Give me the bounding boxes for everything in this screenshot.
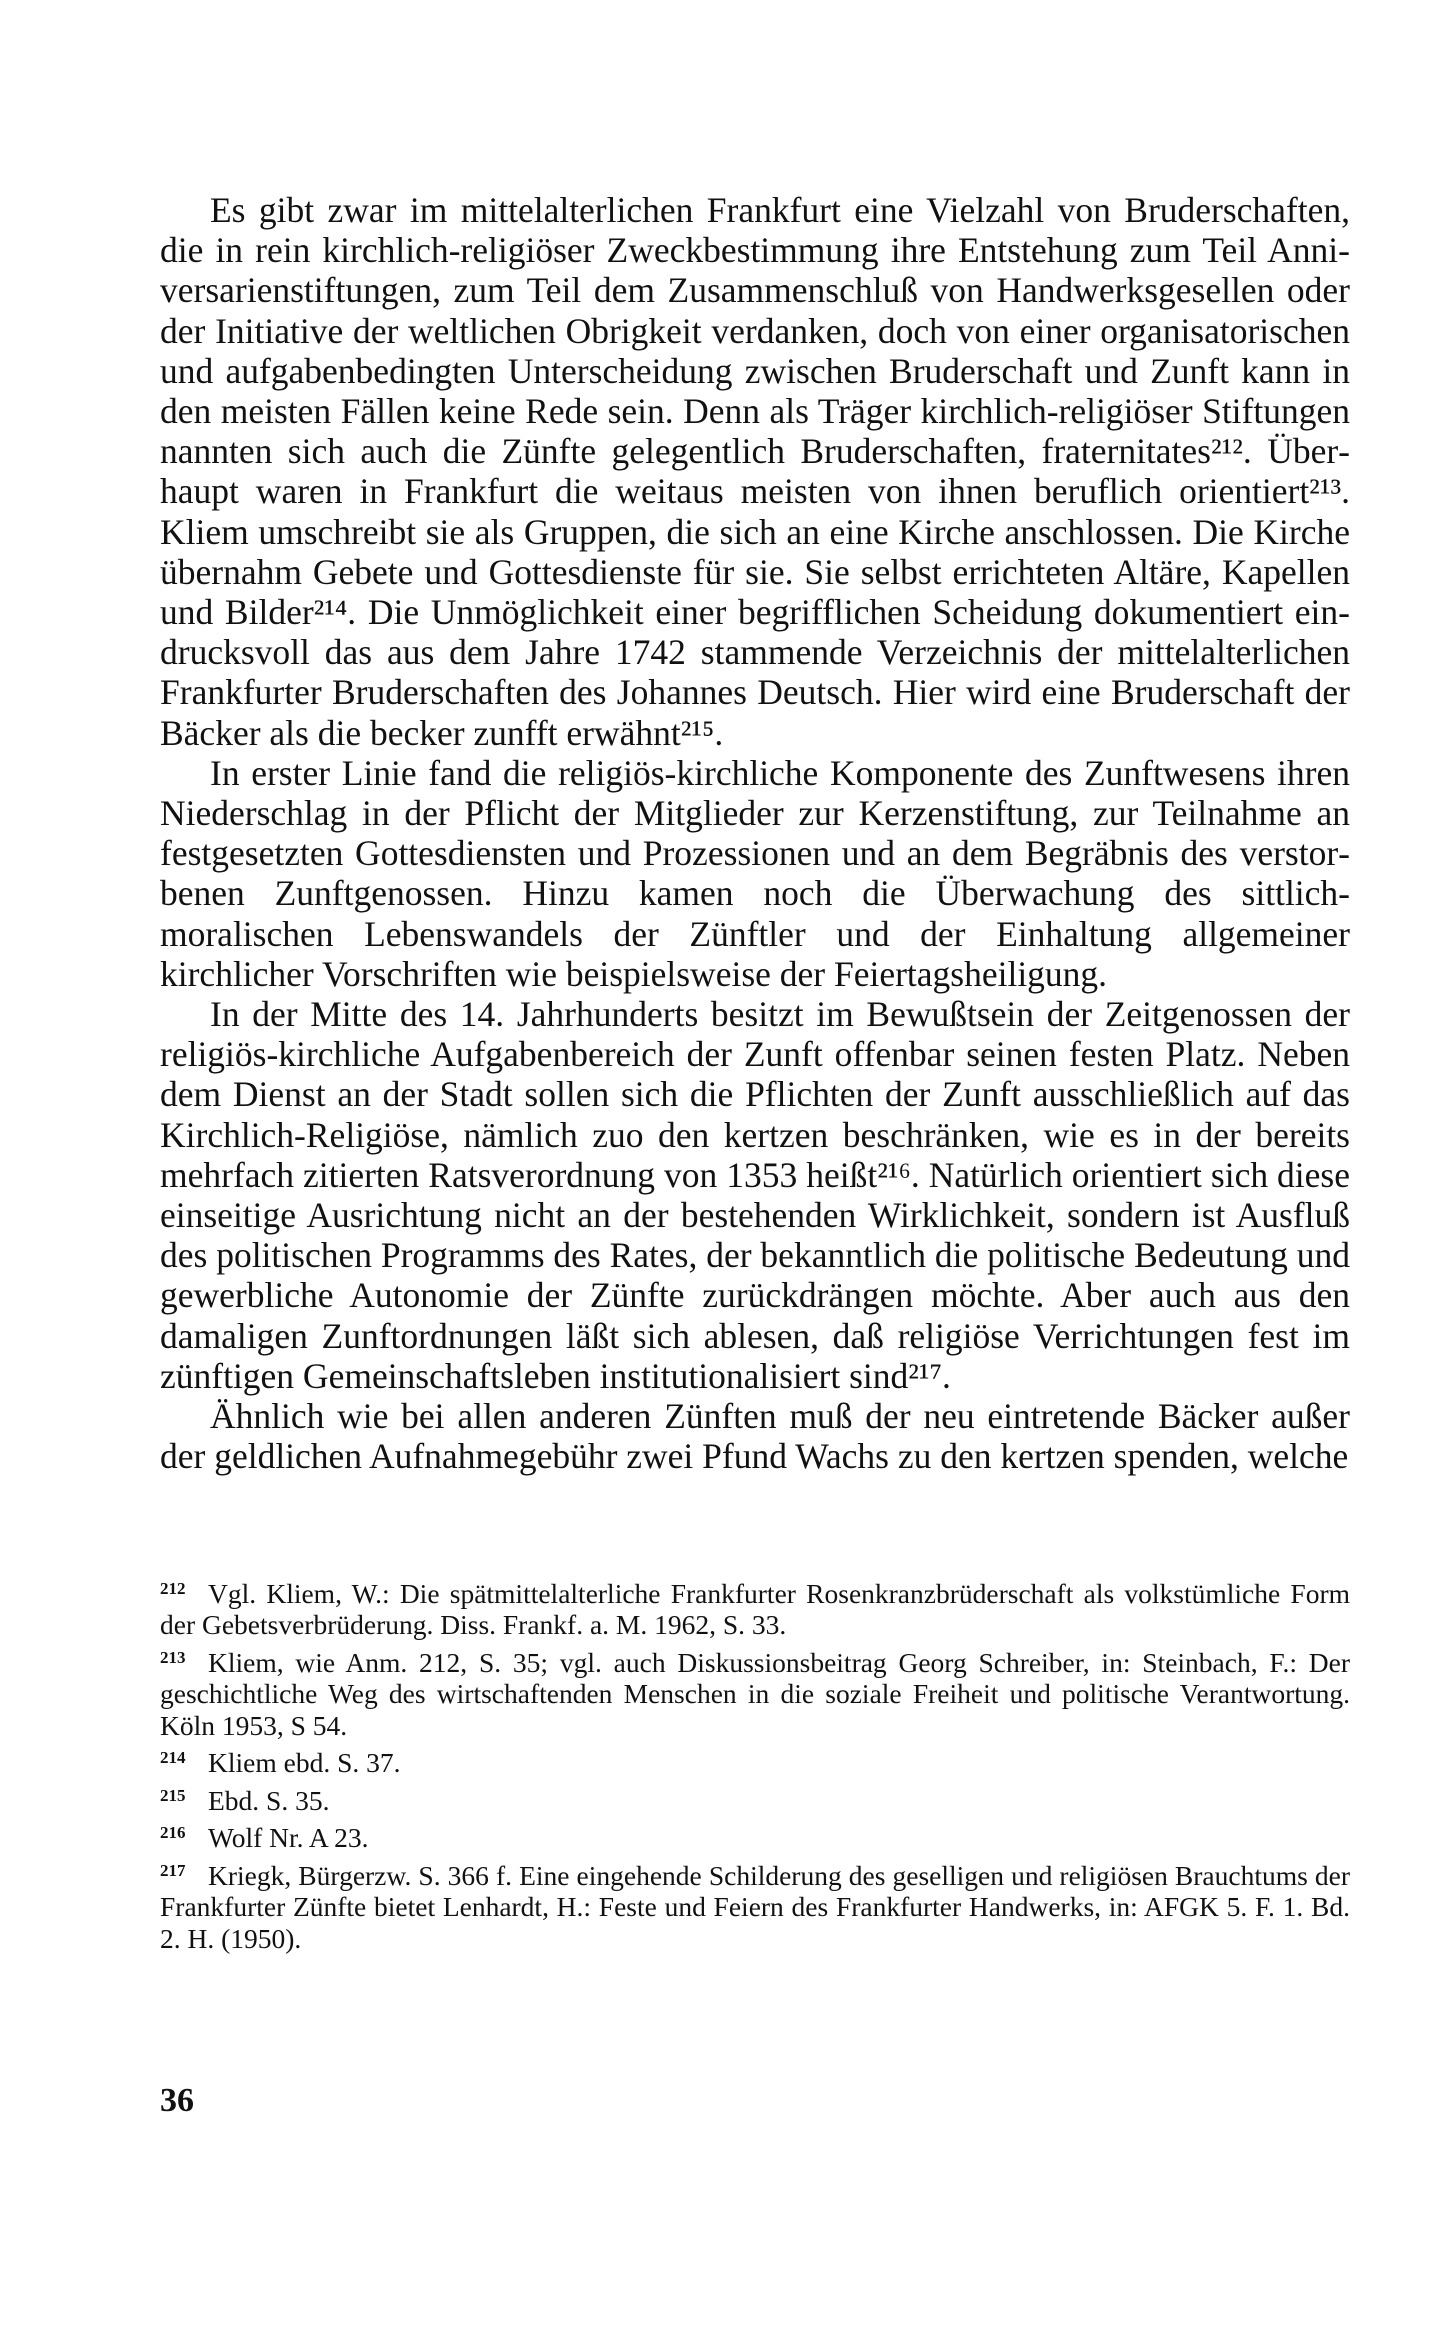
footnote-number: 213 [160, 1647, 186, 1667]
footnote-text: Kriegk, Bürgerzw. S. 366 f. Eine eingehende Schilderung des geselligen und religiösen Brauchtums der Frankfurter Zünfte bietet Lenhardt, H.: Feste und Feiern des Frankfurter Handwerks, in: AFGK 5. F. 1. Bd. 2. H. (1950). [160, 1859, 1350, 1954]
paragraph-2: In erster Linie fand die religiös-kirchliche Komponente des Zunftwesens ihren Niederschlag in der Pflicht der Mitglieder zur Kerzenstiftung, zur Teilnahme an festgesetzten Gottesdiensten und Prozessionen und an dem Begräbnis des verstorbenen Zunftgenossen. Hinzu kamen noch die Überwachung des sittlich-moralischen Lebenswandels der Zünftler und der Einhaltung allgemeiner kirchlicher Vorschriften wie beispielsweise der Feiertagsheiligung. [160, 752, 1350, 994]
footnote-number: 217 [160, 1860, 186, 1880]
page-number: 36 [160, 2082, 194, 2119]
paragraph-1: Es gibt zwar im mittelalterlichen Frankfurt eine Vielzahl von Bruderschaften, die in rein kirchlich-religiöser Zweckbestimmung ihre Entstehung zum Teil Anniversarienstiftungen, zum Teil dem Zusammenschluß von Handwerksgesellen oder der Initiative der weltlichen Obrigkeit verdanken, doch von einer organisatorischen und aufgabenbedingten Unterscheidung zwischen Bruderschaft und Zunft kann in den meisten Fällen keine Rede sein. Denn als Träger kirchlich-religiöser Stiftungen nannten sich auch die Zünfte gelegentlich Bruderschaften, fraternitates²¹². Überhaupt waren in Frankfurt die weitaus meisten von ihnen beruflich orientiert²¹³. Kliem umschreibt sie als Gruppen, die sich an eine Kirche anschlossen. Die Kirche übernahm Gebete und Gottesdienste für sie. Sie selbst errichteten Altäre, Kapellen und Bilder²¹⁴. Die Unmöglichkeit einer begrifflichen Scheidung dokumentiert eindrucksvoll das aus dem Jahre 1742 stammende Verzeichnis der mittelalterlichen Frankfurter Bruderschaften des Johannes Deutsch. Hier wird eine Bruderschaft der Bäcker als die becker zunfft erwähnt²¹⁵. [160, 190, 1350, 753]
footnote-number: 214 [160, 1748, 186, 1767]
footnote-number: 215 [160, 1785, 186, 1805]
footnote-text: Kliem, wie Anm. 212, S. 35; vgl. auch Diskussionsbeitrag Georg Schreiber, in: Steinbach, F.: Der geschichtliche Weg des wirtschaftenden Menschen in die soziale Freiheit und politische Verantwortung. Köln 1953, S 54. [160, 1646, 1350, 1741]
footnote-217 [160, 1855, 1350, 1955]
footnote-text: Kliem ebd. S. 37. [208, 1747, 401, 1778]
paragraph-4: Ähnlich wie bei allen anderen Zünften muß der neu eintretende Bäcker außer der geldlichen Aufnahmegebühr zwei Pfund Wachs zu den kertzen spenden, welche [160, 1396, 1350, 1477]
footnote-text: Vgl. Kliem, W.: Die spätmittelalterliche Frankfurter Rosenkranzbrüderschaft als volkstümliche Form der Gebetsverbrüderung. Diss. Frankf. a. M. 1962, S. 33. [160, 1577, 1350, 1640]
footnote-number: 216 [160, 1823, 186, 1842]
footnote-215 [160, 1780, 1350, 1817]
footnote-text: Wolf Nr. A 23. [208, 1822, 369, 1853]
page-content [160, 190, 1350, 1955]
footnote-212 [160, 1573, 1350, 1641]
footnote-number: 212 [160, 1578, 186, 1598]
footnote-text: Ebd. S. 35. [208, 1784, 330, 1816]
footnotes [160, 1573, 1350, 1955]
paragraph-3: In der Mitte des 14. Jahrhunderts besitzt im Bewußtsein der Zeitgenossen der religiös-kirchliche Aufgabenbereich der Zunft offenbar seinen festen Platz. Neben dem Dienst an der Stadt sollen sich die Pflichten der Zunft ausschließlich auf das Kirchlich-Religiöse, nämlich zuo den kertzen beschränken, wie es in der bereits mehrfach zitierten Ratsverordnung von 1353 heißt²¹⁶. Natürlich orientiert sich diese einseitige Ausrichtung nicht an der bestehenden Wirklichkeit, sondern ist Ausfluß des politischen Programms des Rates, der bekanntlich die politische Bedeutung und gewerbliche Autonomie der Zünfte zurückdrängen möchte. Aber auch aus den damaligen Zunftordnungen läßt sich ablesen, daß religiöse Verrichtungen fest im zünftigen Gemeinschaftsleben institutionalisiert sind²¹⁷. [160, 994, 1350, 1396]
footnote-213 [160, 1642, 1350, 1742]
footnote-216 [160, 1817, 1350, 1854]
main-text [160, 190, 1350, 1477]
footnote-214 [160, 1742, 1350, 1779]
